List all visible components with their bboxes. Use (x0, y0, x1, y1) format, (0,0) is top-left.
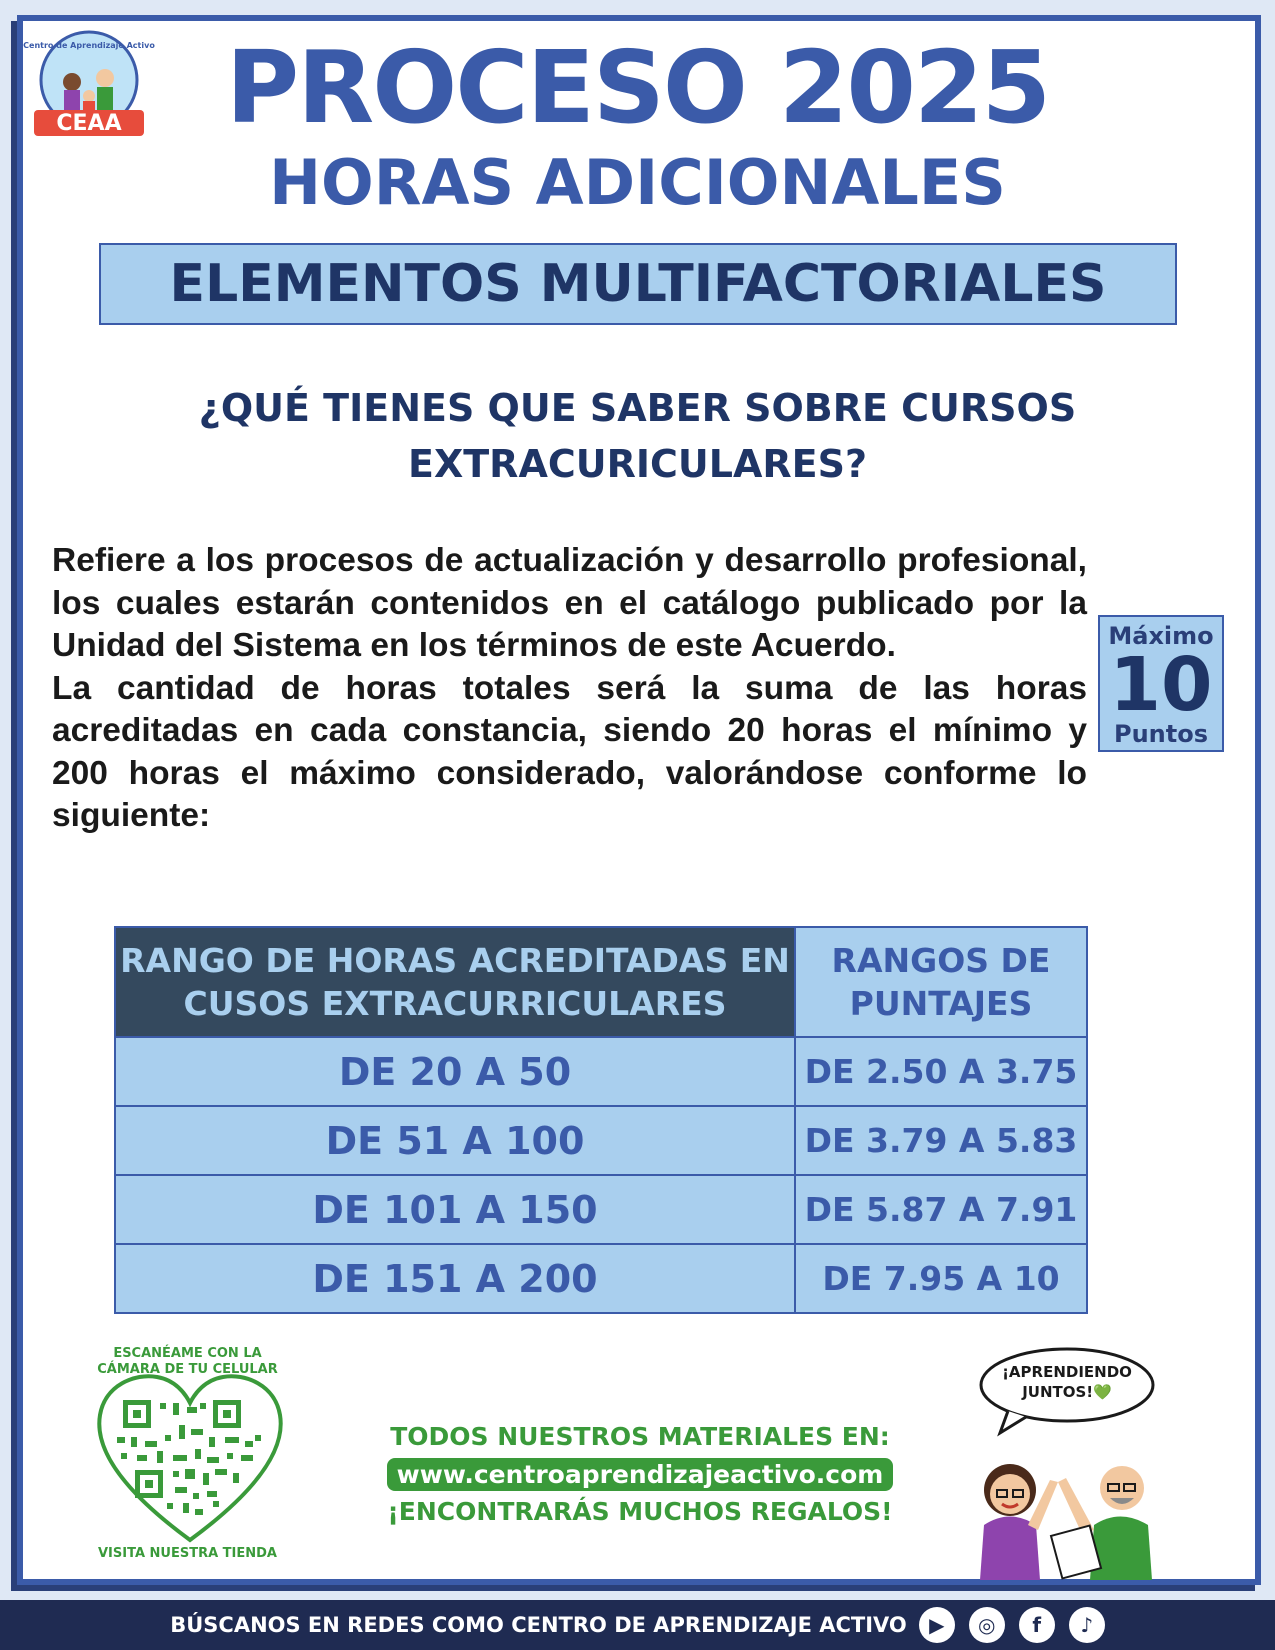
column-header-points: RANGOS DE PUNTAJES (795, 927, 1087, 1037)
page-title: PROCESO 2025 (225, 29, 1050, 146)
hours-cell: DE 51 A 100 (115, 1106, 795, 1175)
footer-bar (0, 1600, 1275, 1650)
question-heading: ¿QUÉ TIENES QUE SABER SOBRE CURSOS EXTRACURICULARES? (198, 386, 1077, 486)
table-row (115, 1244, 1087, 1313)
table-header-row (115, 927, 1087, 1037)
badge-bottom: Puntos (1113, 720, 1208, 748)
points-cell: DE 5.87 A 7.91 (795, 1175, 1087, 1244)
speech-text: ¡APRENDIENDO JUNTOS!💚 (1002, 1363, 1132, 1401)
hours-cell: DE 101 A 150 (115, 1175, 795, 1244)
table-row (115, 1175, 1087, 1244)
column-header-hours: RANGO DE HORAS ACREDITADAS EN CUSOS EXTRACURRICULARES (115, 927, 795, 1037)
hours-cell: DE 151 A 200 (115, 1244, 795, 1313)
page-subtitle: HORAS ADICIONALES (269, 146, 1006, 219)
points-cell: DE 7.95 A 10 (795, 1244, 1087, 1313)
qr-caption-bottom: VISITA NUESTRA TIENDA (97, 1546, 277, 1561)
section-banner: ELEMENTOS MULTIFACTORIALES (99, 243, 1177, 325)
instagram-icon[interactable]: ◎ (969, 1607, 1005, 1643)
points-cell: DE 2.50 A 3.75 (795, 1037, 1087, 1106)
score-table (114, 926, 1088, 1314)
hours-cell: DE 20 A 50 (115, 1037, 795, 1106)
badge-top: Máximo (1108, 622, 1214, 650)
facebook-icon[interactable]: f (1019, 1607, 1055, 1643)
table-row (115, 1106, 1087, 1175)
teachers-illustration (970, 1430, 1180, 1580)
svg-text:CEAA: CEAA (56, 111, 122, 136)
table-row (115, 1037, 1087, 1106)
website-link[interactable]: www.centroaprendizajeactivo.com (387, 1458, 894, 1491)
promo-block (380, 1420, 900, 1529)
footer-text: BÚSCANOS EN REDES COMO CENTRO DE APRENDIZAJE ACTIVO (170, 1613, 907, 1637)
paragraph-1: Refiere a los procesos de actualización y desarrollo profesional, los cuales estarán contenidos en el catálogo publicado por la Unidad del Sistema en los términos de este Acuerdo. (52, 542, 1087, 664)
qr-code-heart[interactable] (95, 1345, 285, 1555)
tiktok-icon[interactable]: ♪ (1069, 1607, 1105, 1643)
badge-number: 10 (1109, 642, 1213, 728)
promo-line-3: ¡ENCONTRARÁS MUCHOS REGALOS! (387, 1497, 893, 1526)
max-points-badge (1098, 615, 1224, 752)
body-text (52, 540, 1087, 838)
paragraph-2: La cantidad de horas totales será la suma de las horas acreditadas en cada constancia, siendo 20 horas el mínimo y 200 horas el máximo considerado, valorándose conforme lo siguiente: (52, 669, 1087, 834)
social-icons (919, 1607, 1105, 1643)
qr-caption-top: ESCANÉAME CON LA CÁMARA DE TU CELULAR (97, 1346, 278, 1377)
svg-text:Centro de Aprendizaje Activo: Centro de Aprendizaje Activo (23, 41, 155, 50)
youtube-icon[interactable]: ▶ (919, 1607, 955, 1643)
promo-line-1: TODOS NUESTROS MATERIALES EN: (390, 1422, 890, 1451)
points-cell: DE 3.79 A 5.83 (795, 1106, 1087, 1175)
